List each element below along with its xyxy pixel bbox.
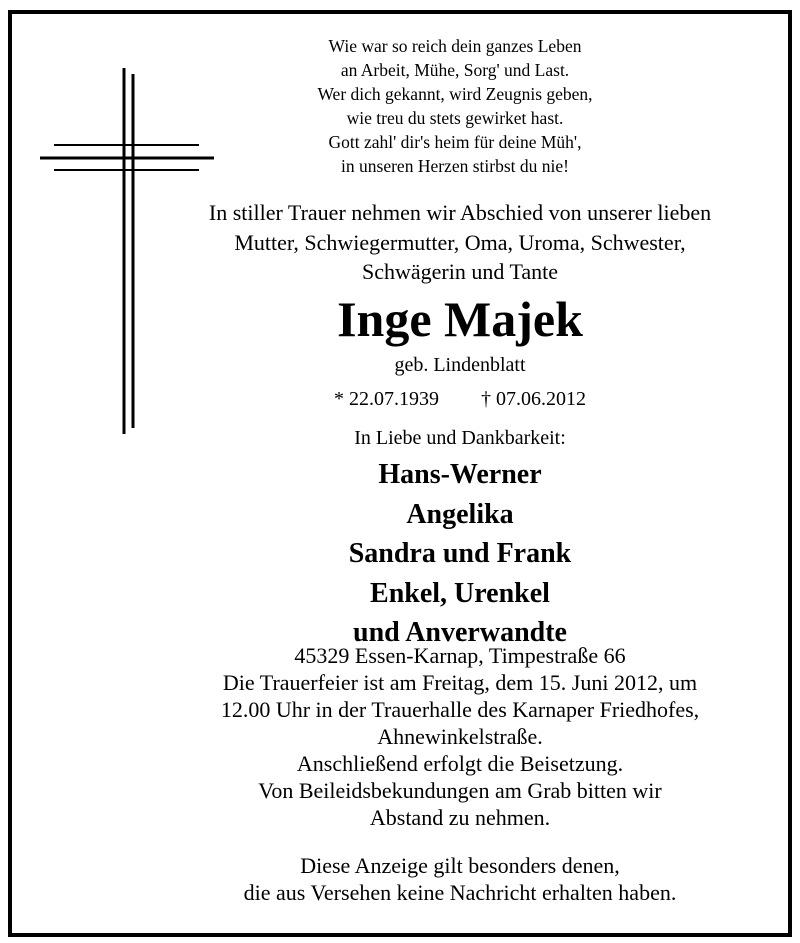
mourners-heading: In Liebe und Dankbarkeit: bbox=[354, 427, 566, 449]
birth-date: * 22.07.1939 bbox=[334, 388, 439, 410]
closing-line: die aus Versehen keine Nachricht erhalten haben. bbox=[243, 880, 677, 905]
poem-line: an Arbeit, Mühe, Sorg' und Last. bbox=[340, 60, 570, 80]
life-dates bbox=[142, 386, 778, 412]
poem-line: Gott zahl' dir's heim für deine Müh', bbox=[328, 132, 582, 152]
memorial-poem bbox=[240, 34, 670, 178]
poem-line: Wer dich gekannt, wird Zeugnis geben, bbox=[317, 84, 593, 104]
obituary-notice bbox=[8, 10, 792, 937]
mourner-name: Sandra und Frank bbox=[348, 538, 572, 569]
intro-line: Schwägerin und Tante bbox=[361, 259, 558, 284]
birth-name: geb. Lindenblatt bbox=[394, 354, 526, 376]
details-line: 12.00 Uhr in der Trauerhalle des Karnaper Friedhofes, bbox=[220, 697, 700, 722]
details-line: Von Beileidsbekundungen am Grab bitten wir bbox=[258, 778, 662, 803]
details-line: Anschließend erfolgt die Beisetzung. bbox=[296, 751, 624, 776]
poem-line: wie treu du stets gewirket hast. bbox=[346, 108, 564, 128]
details-line: Ahnewinkelstraße. bbox=[377, 724, 543, 749]
mourner-name: und Anverwandte bbox=[353, 617, 567, 648]
details-line: Abstand zu nehmen. bbox=[369, 805, 551, 830]
mourner-name: Enkel, Urenkel bbox=[370, 577, 550, 609]
poem-line: Wie war so reich dein ganzes Leben bbox=[328, 36, 582, 56]
poem-line: in unseren Herzen stirbst du nie! bbox=[341, 156, 569, 176]
intro-line: Mutter, Schwiegermutter, Oma, Uroma, Schwester, bbox=[234, 229, 686, 255]
details-line: Die Trauerfeier ist am Freitag, dem 15. Juni 2012, um bbox=[222, 670, 698, 695]
mourner-name: Hans-Werner bbox=[378, 459, 542, 490]
funeral-details bbox=[142, 642, 778, 831]
address-line: 45329 Essen-Karnap, Timpestraße 66 bbox=[294, 643, 626, 668]
mourner-name: Angelika bbox=[406, 498, 514, 530]
intro-text bbox=[142, 198, 778, 287]
mourners-list bbox=[142, 455, 778, 653]
deceased-name: Inge Majek bbox=[337, 291, 583, 347]
closing-note bbox=[142, 852, 778, 906]
death-date: † 07.06.2012 bbox=[481, 388, 586, 410]
closing-line: Diese Anzeige gilt besonders denen, bbox=[300, 853, 620, 878]
intro-line: In stiller Trauer nehmen wir Abschied von unserer lieben bbox=[208, 200, 712, 225]
